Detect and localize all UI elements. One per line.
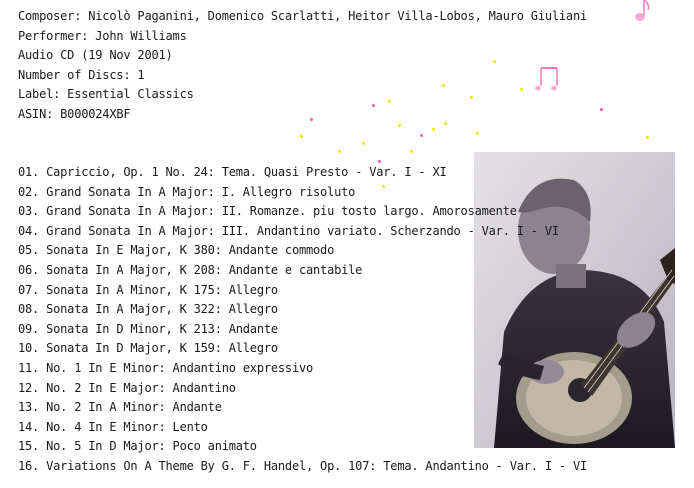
sparkle-dot <box>420 134 423 137</box>
music-note-icon <box>533 64 565 96</box>
list-item: 06. Sonata In A Major, K 208: Andante e cantabile <box>18 262 363 277</box>
sparkle-dot <box>382 185 385 188</box>
sparkle-dot <box>300 135 303 138</box>
sparkle-dot <box>398 124 401 127</box>
sparkle-dot <box>388 100 391 103</box>
sparkle-dot <box>362 142 365 145</box>
sparkle-dot <box>432 128 435 131</box>
discs-line: Number of Discs: 1 <box>18 67 145 82</box>
track-list <box>18 163 587 477</box>
sparkle-dot <box>338 150 341 153</box>
performer-line: Performer: John Williams <box>18 28 187 43</box>
list-item: 11. No. 1 In E Minor: Andantino expressivo <box>18 360 314 375</box>
sparkle-dot <box>520 88 523 91</box>
list-item: 03. Grand Sonata In A Major: II. Romanze. piu tosto largo. Amorosamente <box>18 204 517 219</box>
sparkle-dot <box>476 132 479 135</box>
sparkle-dot <box>310 118 313 121</box>
sparkle-dot <box>442 84 445 87</box>
list-item: 01. Capriccio, Op. 1 No. 24: Tema. Quasi Presto - Var. I - XI <box>18 165 447 179</box>
sparkle-dot <box>378 160 381 163</box>
format-line: Audio CD (19 Nov 2001) <box>18 48 173 63</box>
label-line: Label: Essential Classics <box>18 87 194 102</box>
list-item: 14. No. 4 In E Minor: Lento <box>18 419 208 434</box>
list-item: 05. Sonata In E Major, K 380: Andante commodo <box>18 243 335 258</box>
sparkle-dot <box>372 104 375 107</box>
sparkle-dot <box>470 96 473 99</box>
music-note-icon <box>634 0 652 24</box>
list-item: 04. Grand Sonata In A Major: III. Andantino variato. Scherzando - Var. I - VI <box>18 223 559 238</box>
list-item: 08. Sonata In A Major, K 322: Allegro <box>18 302 278 317</box>
composer-line: Composer: Nicolò Paganini, Domenico Scarlatti, Heitor Villa-Lobos, Mauro Giuliani <box>18 9 587 23</box>
asin-line: ASIN: B000024XBF <box>18 106 131 121</box>
sparkle-dot <box>600 108 603 111</box>
sparkle-dot <box>410 150 413 153</box>
list-item: 02. Grand Sonata In A Major: I. Allegro risoluto <box>18 184 356 199</box>
sparkle-dot <box>493 60 496 63</box>
list-item: 07. Sonata In A Minor, K 175: Allegro <box>18 282 278 297</box>
sparkle-dot <box>444 122 447 125</box>
list-item: 12. No. 2 In E Major: Andantino <box>18 380 236 395</box>
list-item: 16. Variations On A Theme By G. F. Handel, Op. 107: Tema. Andantino - Var. I - VI <box>18 458 587 473</box>
list-item: 09. Sonata In D Minor, K 213: Andante <box>18 321 278 336</box>
list-item: 13. No. 2 In A Minor: Andante <box>18 400 222 415</box>
list-item: 10. Sonata In D Major, K 159: Allegro <box>18 341 278 356</box>
list-item: 15. No. 5 In D Major: Poco animato <box>18 439 257 454</box>
sparkle-dot <box>646 136 649 139</box>
album-info <box>18 7 587 125</box>
